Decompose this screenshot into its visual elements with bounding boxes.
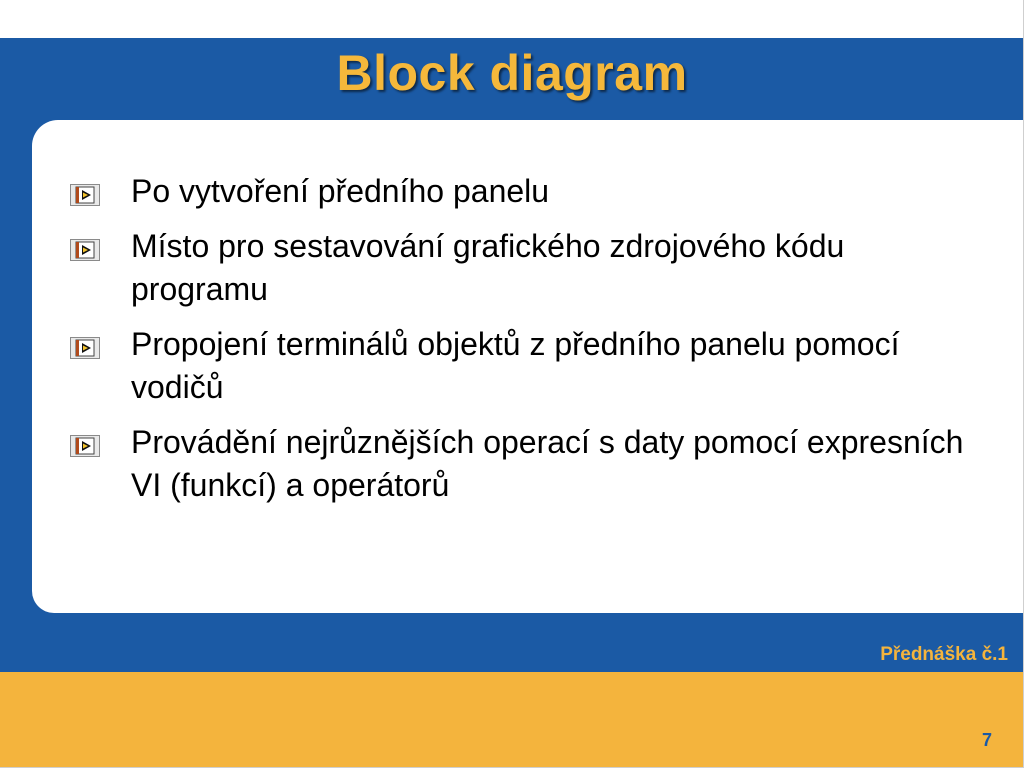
- footer-band: [0, 672, 1024, 768]
- slide-title: Block diagram: [336, 45, 688, 101]
- footer-lecture-label: Přednáška č.1: [880, 644, 1008, 665]
- bullet-item: [70, 323, 980, 409]
- bullet-list: [70, 170, 980, 519]
- bullet-item: [70, 170, 980, 213]
- bullet-text: Provádění nejrůznějších operací s daty pomocí expresních VI (funkcí) a operátorů: [131, 424, 964, 503]
- labview-vi-icon: [70, 337, 100, 359]
- bullet-text: Místo pro sestavování grafického zdrojového kódu programu: [131, 228, 845, 307]
- bullet-text: Propojení terminálů objektů z předního panelu pomocí vodičů: [131, 326, 900, 405]
- bullet-item: [70, 225, 980, 311]
- labview-vi-icon: [70, 435, 100, 457]
- labview-vi-icon: [70, 184, 100, 206]
- labview-vi-icon: [70, 239, 100, 261]
- bullet-item: [70, 421, 980, 507]
- bullet-text: Po vytvoření předního panelu: [131, 173, 550, 209]
- page-number: 7: [981, 730, 992, 750]
